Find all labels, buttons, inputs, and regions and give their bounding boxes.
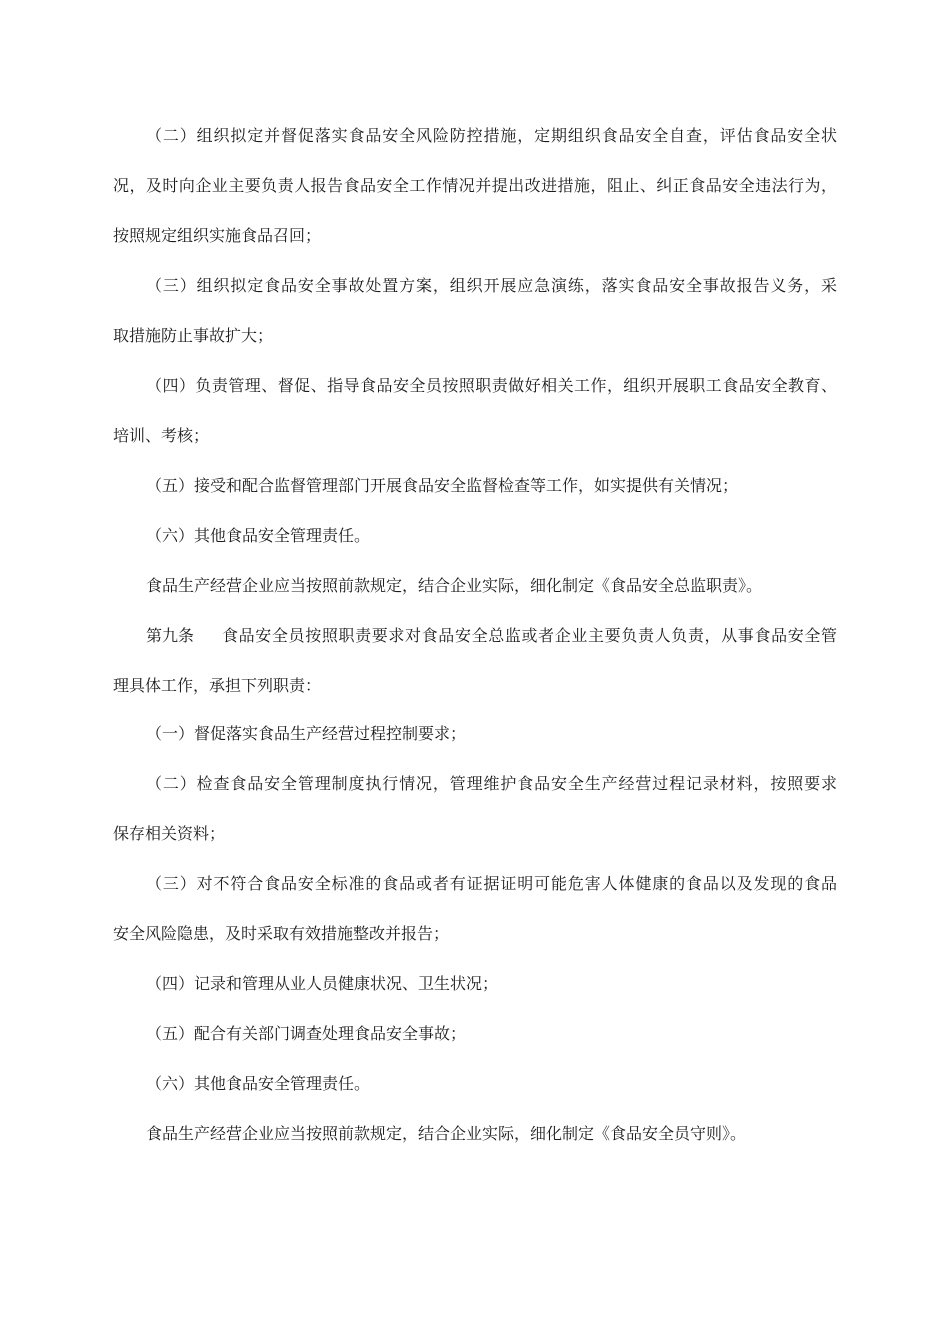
text-line: （五）接受和配合监督管理部门开展食品安全监督检查等工作，如实提供有关情况； — [146, 476, 739, 495]
text-line: 食品生产经营企业应当按照前款规定，结合企业实际，细化制定《食品安全员守则》。 — [146, 1124, 747, 1143]
text-line: （六）其他食品安全管理责任。 — [146, 526, 371, 545]
article-number: 第九条 — [146, 626, 195, 645]
text-line: （二）检查食品安全管理制度执行情况，管理维护食品安全生产经营过程记录材料，按照要求 — [146, 774, 837, 793]
text-line: 食品生产经营企业应当按照前款规定，结合企业实际，细化制定《食品安全总监职责》。 — [146, 576, 763, 595]
text-line: 安全风险隐患，及时采取有效措施整改并报告； — [113, 924, 450, 943]
text-line: 况，及时向企业主要负责人报告食品安全工作情况并提出改进措施，阻止、纠正食品安全违法行为， — [113, 176, 837, 195]
text-line: 按照规定组织实施食品召回； — [113, 226, 322, 245]
text-line: （四）负责管理、督促、指导食品安全员按照职责做好相关工作，组织开展职工食品安全教育、 — [146, 376, 837, 395]
text-line: （六）其他食品安全管理责任。 — [146, 1074, 371, 1093]
text-line: 保存相关资料； — [113, 824, 226, 843]
article-nine-line — [146, 626, 837, 646]
text-line: 取措施防止事故扩大； — [113, 326, 274, 345]
text-line: （三）对不符合食品安全标准的食品或者有证据证明可能危害人体健康的食品以及发现的食品 — [146, 874, 837, 893]
text-line: （四）记录和管理从业人员健康状况、卫生状况； — [146, 974, 499, 993]
text-line: 培训、考核； — [113, 426, 210, 445]
text-line: 理具体工作，承担下列职责： — [113, 676, 322, 695]
text-line: 食品安全员按照职责要求对食品安全总监或者企业主要负责人负责，从事食品安全管 — [222, 626, 837, 645]
text-line: （三）组织拟定食品安全事故处置方案，组织开展应急演练，落实食品安全事故报告义务，采 — [146, 276, 837, 295]
text-line: （五）配合有关部门调查处理食品安全事故； — [146, 1024, 467, 1043]
text-line: （一）督促落实食品生产经营过程控制要求； — [146, 724, 467, 743]
text-line: （二）组织拟定并督促落实食品安全风险防控措施，定期组织食品安全自查，评估食品安全状 — [146, 126, 837, 145]
